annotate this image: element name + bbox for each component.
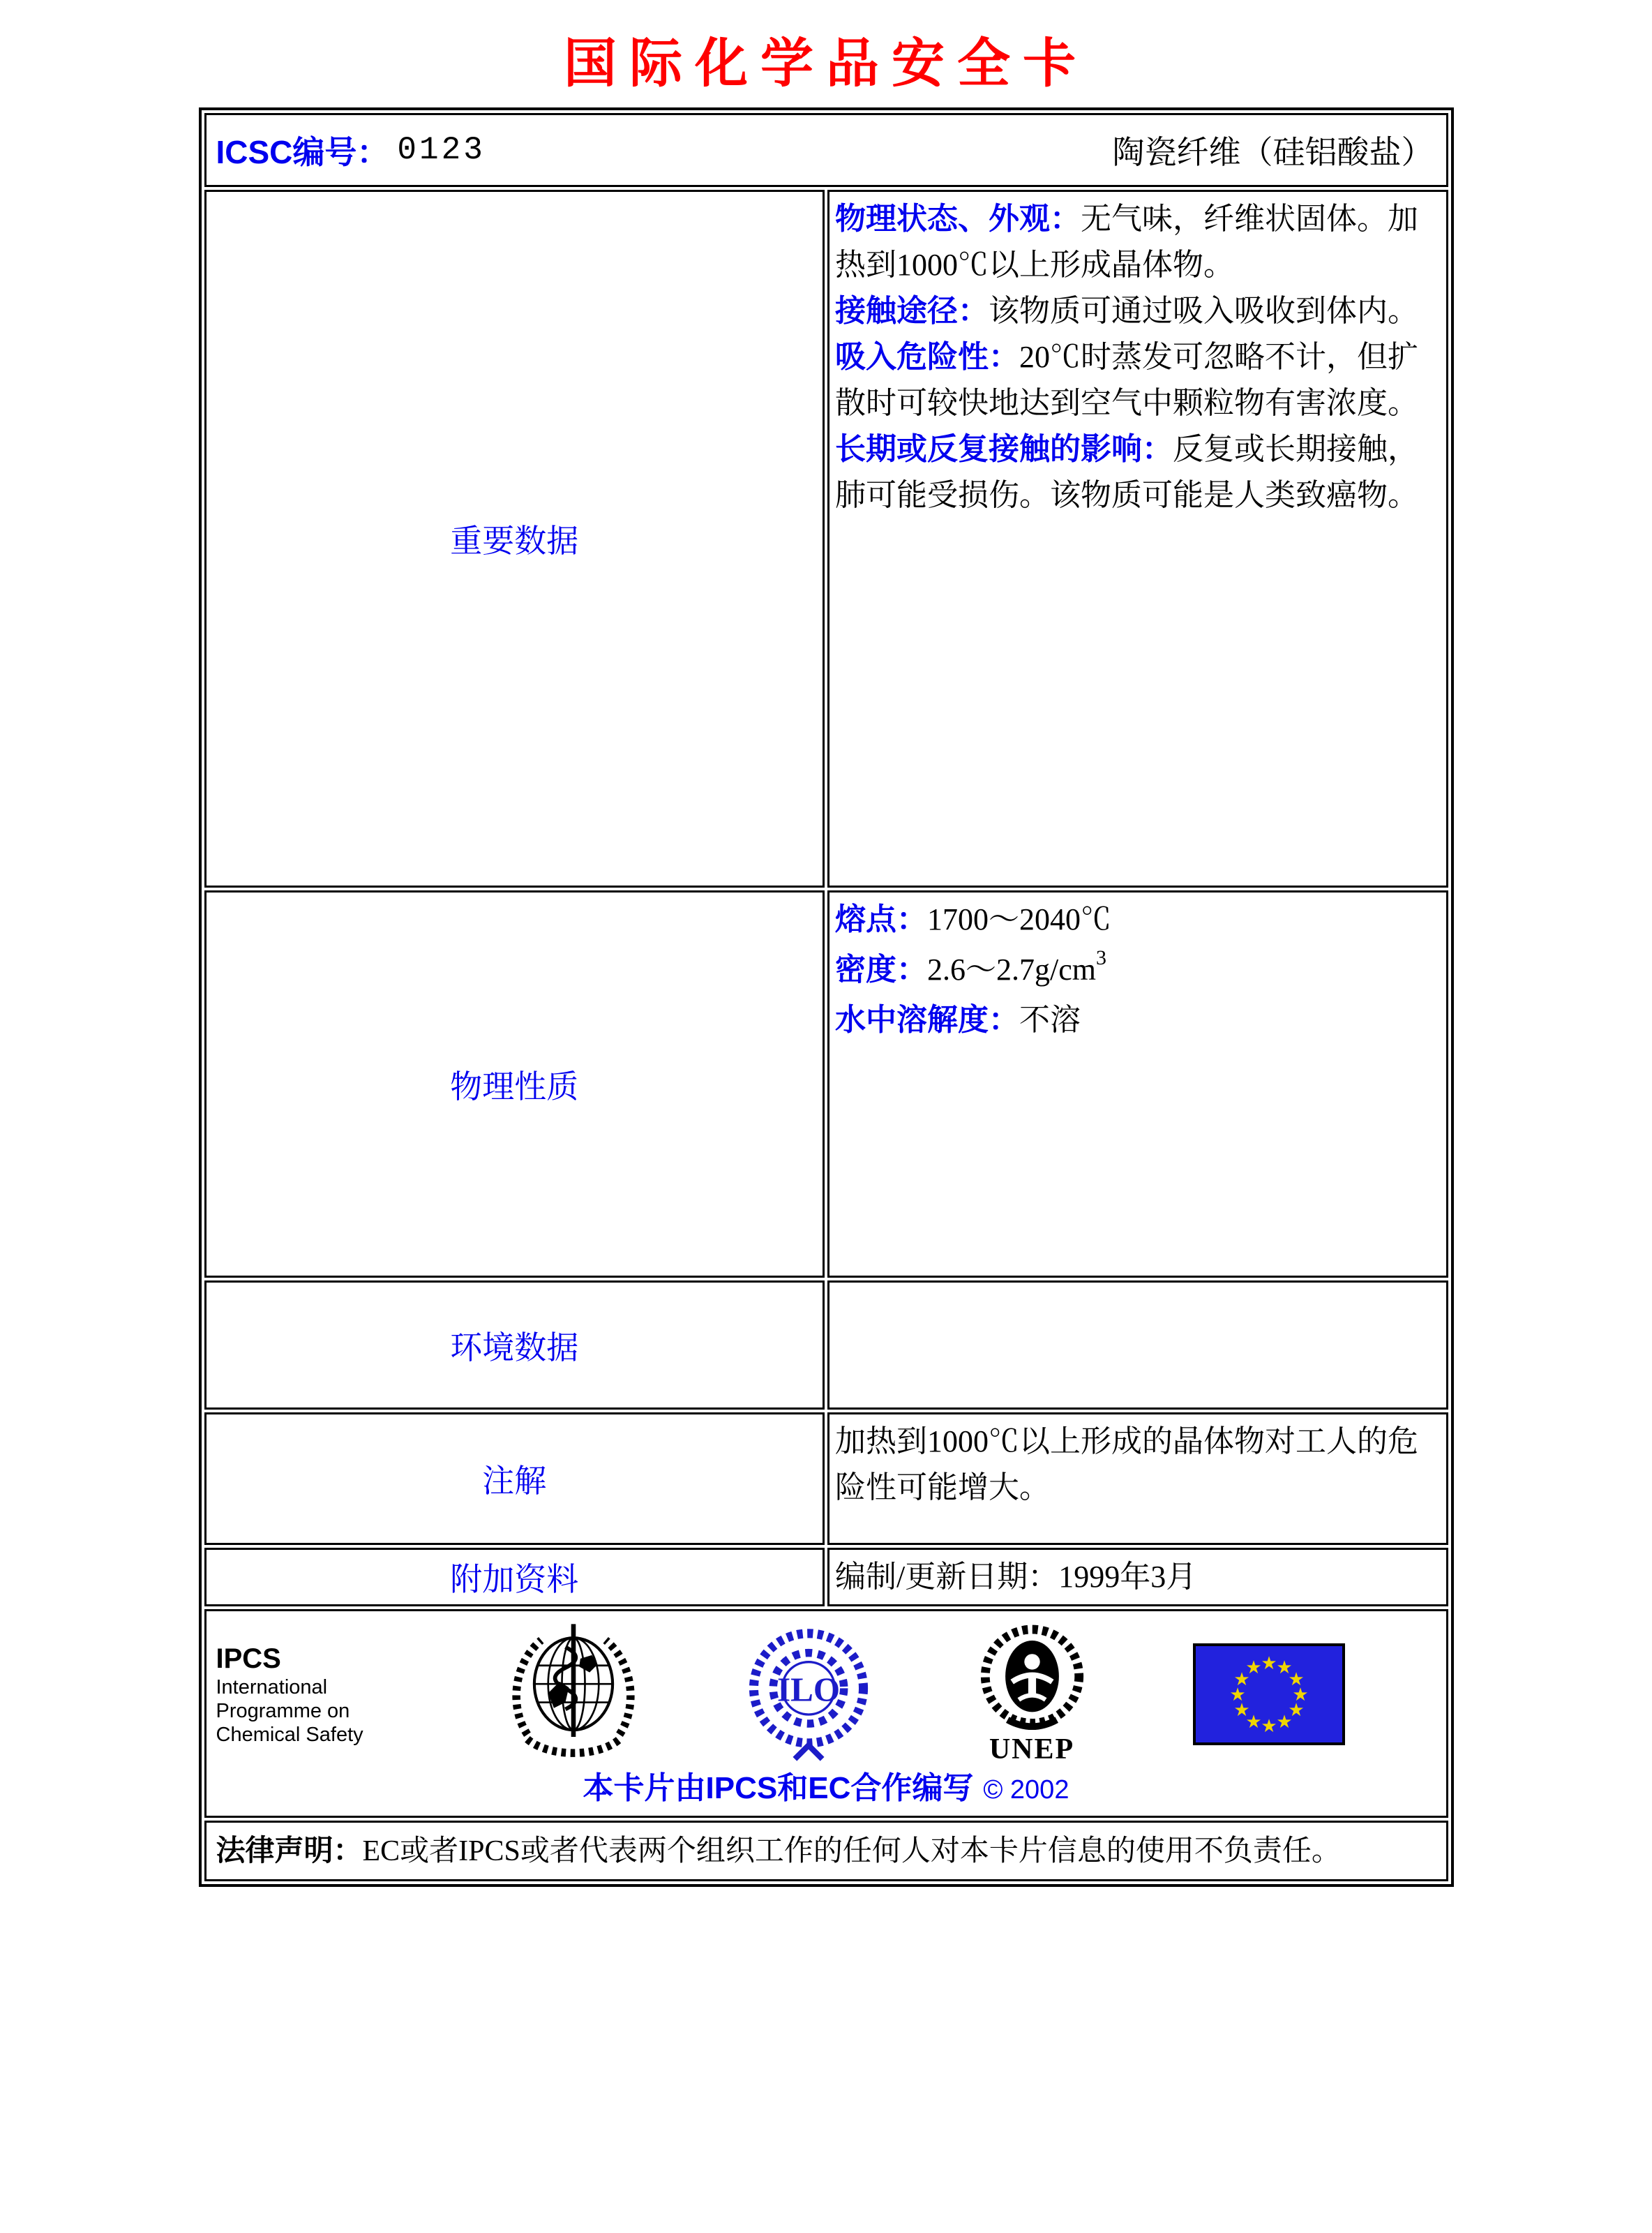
melting-point-label: 熔点： bbox=[835, 902, 927, 936]
important-item-appearance-text: 无气味，纤维状固体。加热到1000℃以上形成晶体物。 bbox=[835, 202, 1418, 282]
important-item-exposure-text: 该物质可通过吸入吸收到体内。 bbox=[989, 294, 1418, 328]
important-item-appearance-label: 物理状态、外观： bbox=[835, 202, 1081, 236]
svg-text:★: ★ bbox=[1287, 1699, 1305, 1721]
svg-text:★: ★ bbox=[1260, 1715, 1277, 1737]
svg-text:★: ★ bbox=[1245, 1657, 1262, 1678]
environmental-data-row bbox=[204, 1280, 1448, 1410]
section-label-important-data: 重要数据 bbox=[204, 190, 825, 888]
ipcs-acronym: IPCS bbox=[216, 1643, 281, 1674]
svg-text:★: ★ bbox=[1291, 1684, 1309, 1705]
important-data-content bbox=[827, 190, 1448, 888]
physical-item-density bbox=[835, 947, 1439, 993]
section-label-environmental-data: 环境数据 bbox=[204, 1280, 825, 1410]
icsc-card-table bbox=[199, 107, 1454, 1887]
svg-text:★: ★ bbox=[1260, 1652, 1277, 1674]
ilo-monogram: ILO bbox=[776, 1670, 840, 1709]
credit-text: 本卡片由IPCS和EC合作编写 bbox=[583, 1771, 974, 1805]
legal-notice-text: EC或者IPCS或者代表两个组织工作的任何人对本卡片信息的使用不负责任。 bbox=[362, 1835, 1341, 1867]
logo-row bbox=[206, 1611, 1446, 1765]
unep-caption: UNEP bbox=[989, 1733, 1075, 1765]
svg-text:★: ★ bbox=[1245, 1711, 1262, 1733]
important-data-row bbox=[204, 190, 1448, 888]
important-item-exposure-label: 接触途径： bbox=[835, 294, 989, 328]
credit-line bbox=[206, 1761, 1446, 1816]
footer-cell bbox=[204, 1609, 1448, 1818]
section-label-physical-properties: 物理性质 bbox=[204, 890, 825, 1278]
density-label: 密度： bbox=[835, 953, 927, 987]
svg-text:★: ★ bbox=[1287, 1668, 1305, 1690]
chemical-name: 陶瓷纤维（硅铝酸盐） bbox=[1112, 135, 1434, 170]
important-item-longterm bbox=[835, 426, 1439, 518]
important-item-longterm-label: 长期或反复接触的影响： bbox=[835, 432, 1173, 466]
header-row bbox=[204, 113, 1448, 187]
important-item-exposure bbox=[835, 288, 1439, 334]
svg-text:★: ★ bbox=[1233, 1668, 1250, 1690]
additional-info-content: 编制/更新日期：1999年3月 bbox=[827, 1548, 1448, 1606]
legal-row bbox=[204, 1821, 1448, 1881]
icsc-number-value: 0123 bbox=[397, 132, 486, 168]
density-superscript: 3 bbox=[1095, 946, 1106, 969]
important-item-longterm-text: 反复或长期接触，肺可能受损伤。该物质可能是人类致癌物。 bbox=[835, 432, 1418, 512]
eu-flag-icon bbox=[1193, 1643, 1345, 1745]
who-logo-icon bbox=[504, 1618, 643, 1770]
notes-row bbox=[204, 1412, 1448, 1545]
legal-notice bbox=[204, 1821, 1448, 1881]
unep-logo-block bbox=[975, 1624, 1090, 1764]
important-item-appearance bbox=[835, 196, 1439, 288]
melting-point-value: 1700～2040℃ bbox=[927, 902, 1111, 936]
footer-row bbox=[204, 1609, 1448, 1818]
header-inner bbox=[206, 115, 1446, 185]
svg-text:★: ★ bbox=[1229, 1684, 1246, 1705]
important-item-inhalation bbox=[835, 334, 1439, 426]
density-value: 2.6～2.7g/cm bbox=[927, 953, 1096, 987]
ipcs-text-block bbox=[216, 1642, 401, 1747]
solubility-value: 不溶 bbox=[1019, 1003, 1081, 1037]
ipcs-line-3: Chemical Safety bbox=[216, 1723, 363, 1746]
svg-text:★: ★ bbox=[1233, 1699, 1250, 1721]
ipcs-line-2: Programme on bbox=[216, 1699, 350, 1722]
copyright-text: © 2002 bbox=[983, 1775, 1069, 1805]
ilo-logo-icon bbox=[746, 1619, 871, 1769]
notes-content: 加热到1000℃以上形成的晶体物对工人的危险性可能增大。 bbox=[827, 1412, 1448, 1545]
additional-info-row bbox=[204, 1548, 1448, 1606]
physical-properties-content bbox=[827, 890, 1448, 1278]
physical-item-solubility bbox=[835, 997, 1439, 1043]
physical-item-melting-point bbox=[835, 897, 1439, 943]
svg-text:★: ★ bbox=[1275, 1711, 1293, 1733]
environmental-data-content bbox=[827, 1280, 1448, 1410]
page-title: 国际化学品安全卡 bbox=[564, 35, 1088, 94]
legal-notice-label: 法律声明： bbox=[216, 1834, 363, 1867]
unep-logo-icon bbox=[975, 1624, 1090, 1735]
ipcs-line-1: International bbox=[216, 1675, 328, 1698]
solubility-label: 水中溶解度： bbox=[835, 1003, 1019, 1037]
header-cell bbox=[204, 113, 1448, 187]
icsc-number-group bbox=[216, 127, 486, 173]
physical-properties-row bbox=[204, 890, 1448, 1278]
important-item-inhalation-text: 20℃时蒸发可忽略不计，但扩散时可较快地达到空气中颗粒物有害浓度。 bbox=[835, 340, 1418, 420]
important-item-inhalation-label: 吸入危险性： bbox=[835, 340, 1019, 374]
icsc-number-label: ICSC编号： bbox=[216, 134, 389, 170]
section-label-additional-info: 附加资料 bbox=[204, 1548, 825, 1606]
svg-text:★: ★ bbox=[1275, 1657, 1293, 1678]
section-label-notes: 注解 bbox=[204, 1412, 825, 1545]
